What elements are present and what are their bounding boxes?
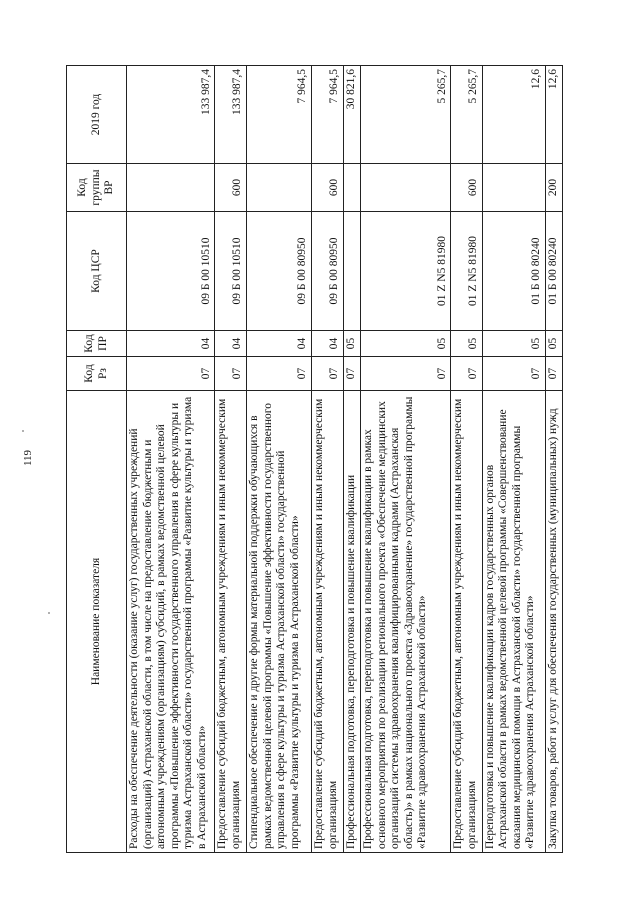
row-rz: 07 <box>451 357 483 391</box>
row-vr <box>343 164 360 212</box>
row-pr: 05 <box>343 331 360 357</box>
row-pr: 05 <box>482 331 545 357</box>
rotated-table-sheet <box>66 66 563 853</box>
row-name: Стипендиальное обеспечение и другие формы материальной поддержки обучающихся в рамках ведомственной целевой программы «Повышение эффективности государственного управления в сфере культуры и туризма Астраханской области» государственной программы «Развитие культуры и туризма в Астраханской области» <box>247 391 312 853</box>
row-pr: 04 <box>127 331 215 357</box>
row-name: Предоставление субсидий бюджетным, автономным учреждениям и иным некоммерческим организациям <box>451 391 483 853</box>
row-amount: 5 265,7 <box>451 66 483 164</box>
budget-table <box>66 65 563 853</box>
row-csr: 09 Б 00 10510 <box>215 212 247 331</box>
header-pr: Код ПР <box>67 331 127 357</box>
row-csr: 01 Z N5 81980 <box>451 212 483 331</box>
header-vr: Код группы ВР <box>67 164 127 212</box>
row-pr: 04 <box>215 331 247 357</box>
row-rz: 07 <box>127 357 215 391</box>
row-vr: 600 <box>451 164 483 212</box>
row-vr <box>482 164 545 212</box>
table-row <box>482 66 545 853</box>
row-csr: 09 Б 00 10510 <box>127 212 215 331</box>
row-name: Предоставление субсидий бюджетным, автономным учреждениям и иным некоммерческим организациям <box>215 391 247 853</box>
header-year: 2019 год <box>67 66 127 164</box>
header-csr: Код ЦСР <box>67 212 127 331</box>
table-row <box>127 66 215 853</box>
row-vr: 600 <box>312 164 344 212</box>
row-rz: 07 <box>343 357 360 391</box>
row-rz: 07 <box>312 357 344 391</box>
row-csr: 01 Z N5 81980 <box>360 212 450 331</box>
header-name: Наименование показателя <box>67 391 127 853</box>
row-vr <box>247 164 312 212</box>
row-pr: 05 <box>545 331 562 357</box>
header-rz: Код Рз <box>67 357 127 391</box>
row-csr: 09 Б 00 80950 <box>247 212 312 331</box>
row-rz: 07 <box>545 357 562 391</box>
row-name: Переподготовка и повышение квалификации кадров государственных органов Астраханской области в рамках ведомственной целевой программы «Совершенствование оказания медицинской помощи в Астраханской области» государственной программы «Развитие здравоохранения Астраханской области» <box>482 391 545 853</box>
row-vr <box>360 164 450 212</box>
row-csr: 01 Б 00 80240 <box>545 212 562 331</box>
row-name: Расходы на обеспечение деятельности (оказание услуг) государственных учреждений (организаций) Астраханской области, в том числе на предоставление бюджетным и автономным учреждениям (организациям) субсидий, в рамках ведомственной целевой программы «Повышение эффективности государственного управления в сфере культуры и туризма Астраханской области» государственной программы «Развитие культуры и туризма в Астраханской области» <box>127 391 215 853</box>
row-rz: 07 <box>360 357 450 391</box>
row-pr: 05 <box>451 331 483 357</box>
table-row <box>343 66 360 853</box>
row-amount: 12,6 <box>482 66 545 164</box>
row-csr: 09 Б 00 80950 <box>312 212 344 331</box>
row-name: Профессиональная подготовка, переподготовка и повышение квалификации <box>343 391 360 853</box>
row-vr: 200 <box>545 164 562 212</box>
table-row <box>360 66 450 853</box>
row-csr <box>343 212 360 331</box>
table-row <box>451 66 483 853</box>
row-pr: 05 <box>360 331 450 357</box>
row-name: Закупка товаров, работ и услуг для обеспечения государственных (муниципальных) нужд <box>545 391 562 853</box>
row-vr <box>127 164 215 212</box>
table-header-row <box>67 66 127 853</box>
row-pr: 04 <box>312 331 344 357</box>
page-number: 119 <box>22 449 34 467</box>
row-amount: 5 265,7 <box>360 66 450 164</box>
row-amount: 133 987,4 <box>215 66 247 164</box>
row-amount: 7 964,5 <box>247 66 312 164</box>
table-row <box>312 66 344 853</box>
scan-speck <box>48 612 50 614</box>
row-amount: 30 821,6 <box>343 66 360 164</box>
table-row <box>247 66 312 853</box>
table-row <box>215 66 247 853</box>
scan-speck <box>22 430 24 432</box>
row-amount: 12,6 <box>545 66 562 164</box>
row-name: Профессиональная подготовка, переподготовка и повышение квалификации в рамках основного мероприятия по реализации регионального проекта «Обеспечение медицинских организаций системы здравоохранения квалифицированными кадрами (Астраханская область)» в рамках национального проекта «Здравоохранение» государственной программы «Развитие здравоохранения Астраханской области» <box>360 391 450 853</box>
row-vr: 600 <box>215 164 247 212</box>
row-rz: 07 <box>247 357 312 391</box>
row-pr: 04 <box>247 331 312 357</box>
row-csr: 01 Б 00 80240 <box>482 212 545 331</box>
row-amount: 7 964,5 <box>312 66 344 164</box>
row-amount: 133 987,4 <box>127 66 215 164</box>
row-name: Предоставление субсидий бюджетным, автономным учреждениям и иным некоммерческим организациям <box>312 391 344 853</box>
table-row <box>545 66 562 853</box>
row-rz: 07 <box>215 357 247 391</box>
row-rz: 07 <box>482 357 545 391</box>
